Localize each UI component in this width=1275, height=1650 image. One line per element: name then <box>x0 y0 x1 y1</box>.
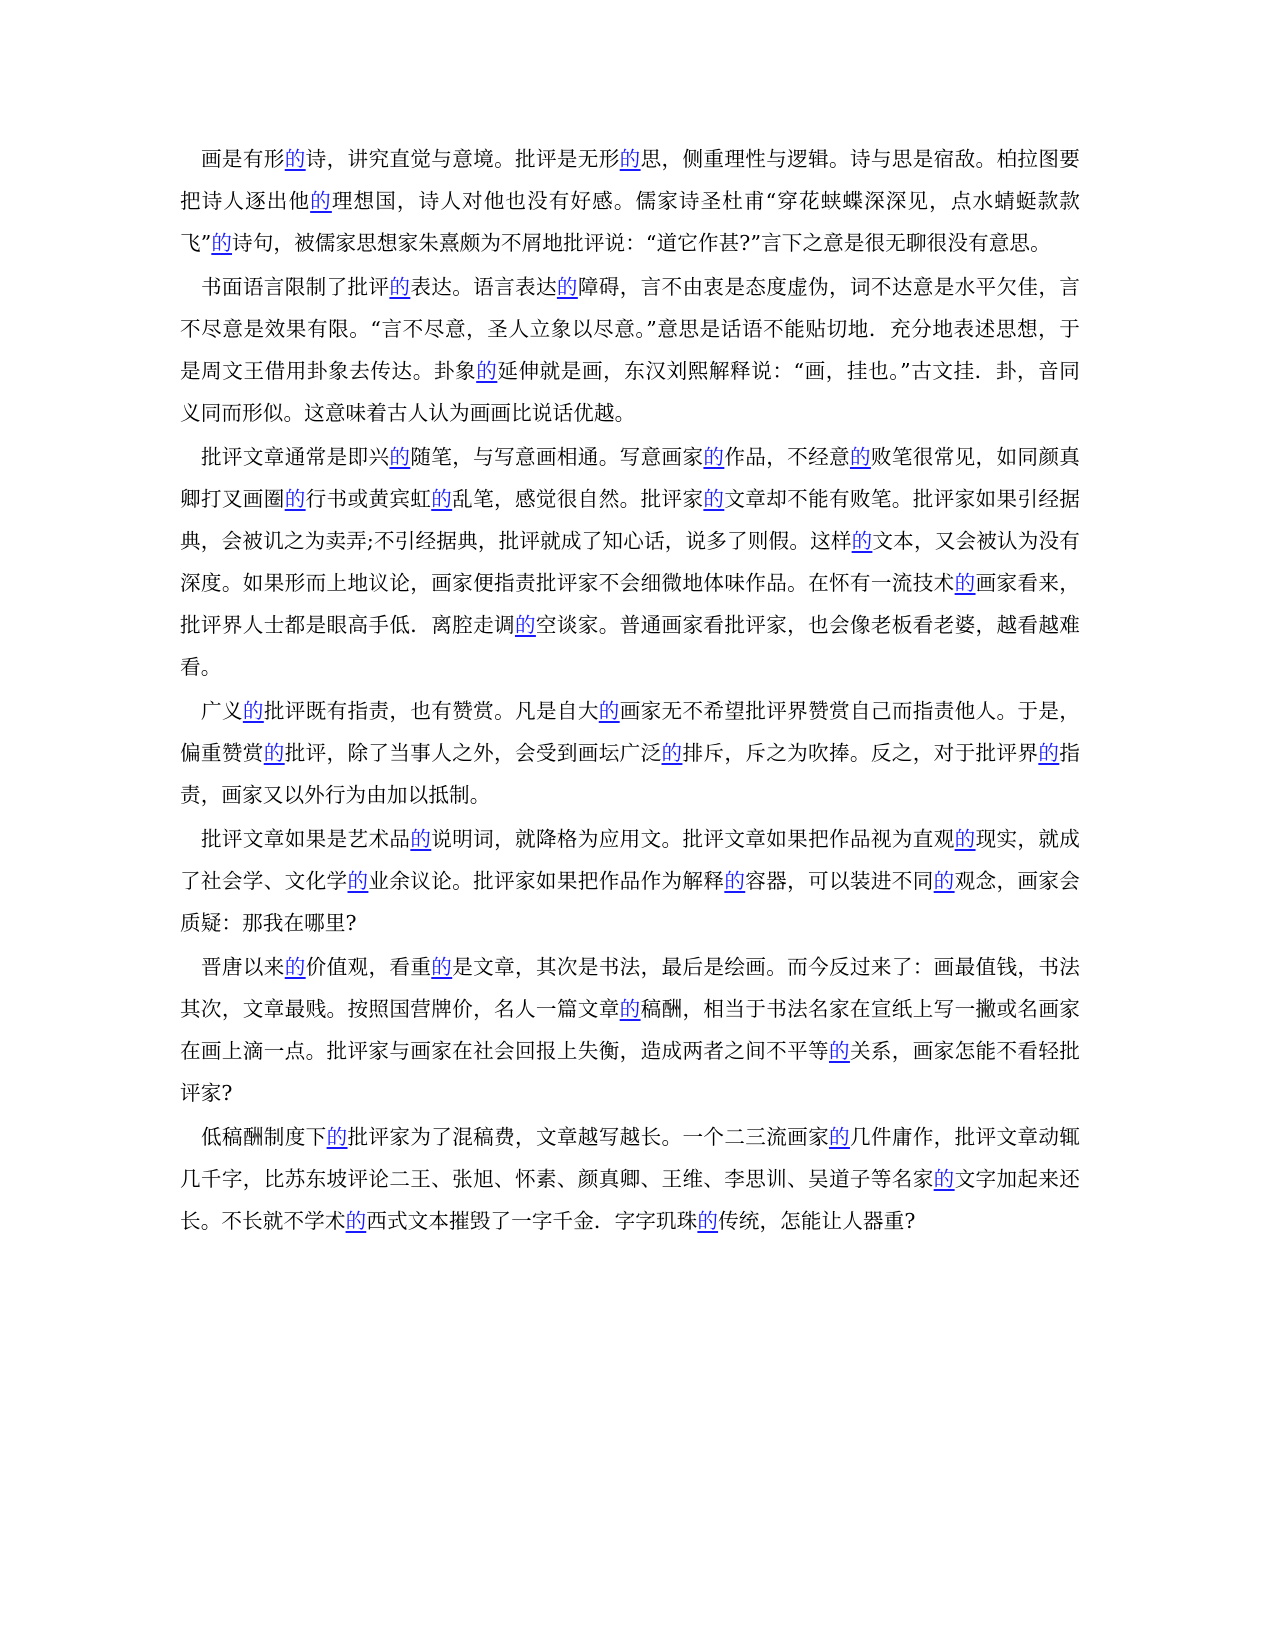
hyperlink-de[interactable]: 的 <box>431 955 453 979</box>
paragraph-text: 画是有形 <box>201 147 285 171</box>
paragraph-text: 几件庸作，批评文章动辄几千字，比苏东坡评论二王、张旭、怀素、颜真卿、王维、李思训、吴道子等名家 <box>180 1125 1080 1191</box>
hyperlink-de[interactable]: 的 <box>619 147 641 171</box>
hyperlink-de[interactable]: 的 <box>431 487 453 511</box>
paragraph <box>180 818 1080 944</box>
paragraph-text: 空谈家。普通画家看批评家，也会像老板看老婆，越看越难看。 <box>180 613 1080 679</box>
hyperlink-de[interactable]: 的 <box>849 445 871 469</box>
paragraph-text: 关系，画家怎能不看轻批评家? <box>180 1039 1080 1105</box>
hyperlink-de[interactable]: 的 <box>697 1209 719 1233</box>
hyperlink-de[interactable]: 的 <box>954 827 976 851</box>
paragraph <box>180 946 1080 1114</box>
paragraph-text: 作品，不经意 <box>724 445 850 469</box>
paragraph <box>180 1116 1080 1242</box>
hyperlink-de[interactable]: 的 <box>389 275 411 299</box>
paragraph-text: 思，侧重理性与逻辑。诗与思是宿敌。柏拉图要把诗人逐出他 <box>180 147 1080 213</box>
paragraph-text: 排斥，斥之为吹捧。反之，对于批评界 <box>682 741 1039 765</box>
paragraph <box>180 138 1080 264</box>
hyperlink-de[interactable]: 的 <box>1038 741 1060 765</box>
paragraph-text: 表达。语言表达 <box>410 275 557 299</box>
hyperlink-de[interactable]: 的 <box>619 997 641 1021</box>
hyperlink-de[interactable]: 的 <box>345 1209 367 1233</box>
paragraph-text: 行书或黄宾虹 <box>305 487 432 511</box>
paragraph-text: 说明词，就降格为应用文。批评文章如果把作品视为直观 <box>431 827 955 851</box>
hyperlink-de[interactable]: 的 <box>284 147 306 171</box>
paragraph-text: 传统，怎能让人器重? <box>718 1209 916 1233</box>
paragraph-text: 批评家为了混稿费，文章越写越长。一个二三流画家 <box>347 1125 830 1149</box>
paragraph-text: 乱笔，感觉很自然。批评家 <box>452 487 704 511</box>
paragraph-text: 价值观，看重 <box>305 955 432 979</box>
paragraph-text: 文章却不能有败笔。批评家如果引经据典，会被讥之为卖弄;不引经据典，批评就成了知心话，说多了则假。这样 <box>180 487 1080 553</box>
paragraph <box>180 436 1080 688</box>
paragraph-text: 诗，讲究直觉与意境。批评是无形 <box>305 147 620 171</box>
paragraph-text: 随笔，与写意画相通。写意画家 <box>410 445 704 469</box>
hyperlink-de[interactable]: 的 <box>242 699 264 723</box>
hyperlink-de[interactable]: 的 <box>703 445 725 469</box>
hyperlink-de[interactable]: 的 <box>476 359 498 383</box>
hyperlink-de[interactable]: 的 <box>703 487 725 511</box>
hyperlink-de[interactable]: 的 <box>933 1167 955 1191</box>
paragraph-text: 广义 <box>201 699 243 723</box>
hyperlink-de[interactable]: 的 <box>310 189 332 213</box>
paragraph-text: 现实，就成了社会学、文化学 <box>180 827 1080 893</box>
document-page <box>180 138 1080 1244</box>
paragraph-text: 业余议论。批评家如果把作品作为解释 <box>368 869 725 893</box>
paragraph-text: 书面语言限制了批评 <box>201 275 390 299</box>
paragraph-text: 低稿酬制度下 <box>201 1125 327 1149</box>
hyperlink-de[interactable]: 的 <box>263 741 285 765</box>
paragraph-text: 败笔很常见，如同颜真卿打叉画圈 <box>180 445 1080 511</box>
paragraph-text: 批评既有指责，也有赞赏。凡是自大 <box>263 699 599 723</box>
paragraph-text: 文字加起来还长。不长就不学术 <box>180 1167 1080 1233</box>
hyperlink-de[interactable]: 的 <box>211 231 233 255</box>
hyperlink-de[interactable]: 的 <box>284 955 306 979</box>
hyperlink-de[interactable]: 的 <box>851 529 873 553</box>
paragraph-text: 批评文章如果是艺术品 <box>201 827 411 851</box>
paragraph-text: 理想国，诗人对他也没有好感。儒家诗圣杜甫“穿花蛱蝶深深见，点水蜻蜓款款飞” <box>180 189 1080 255</box>
hyperlink-de[interactable]: 的 <box>284 487 306 511</box>
paragraph-text: 观念，画家会质疑：那我在哪里? <box>180 869 1080 935</box>
hyperlink-de[interactable]: 的 <box>410 827 432 851</box>
paragraph-text: 稿酬，相当于书法名家在宣纸上写一撇或名画家在画上滴一点。批评家与画家在社会回报上失衡，造成两者之间不平等 <box>180 997 1080 1063</box>
paragraph-text: 是文章，其次是书法，最后是绘画。而今反过来了：画最值钱，书法其次，文章最贱。按照国营牌价，名人一篇文章 <box>180 955 1080 1021</box>
paragraph-text: 延伸就是画，东汉刘熙解释说：“画，挂也。”古文挂．卦，音同义同而形似。这意味着古人认为画画比说话优越。 <box>180 359 1080 425</box>
paragraph-text: 诗句，被儒家思想家朱熹颇为不屑地批评说：“道它作甚?”言下之意是很无聊很没有意思。 <box>232 231 1051 255</box>
paragraph-text: 容器，可以装进不同 <box>745 869 934 893</box>
paragraph-text: 批评文章通常是即兴 <box>201 445 390 469</box>
hyperlink-de[interactable]: 的 <box>829 1125 850 1149</box>
paragraph-text: 文本，又会被认为没有深度。如果形而上地议论，画家便指责批评家不会细微地体味作品。在怀有一流技术 <box>180 529 1080 595</box>
paragraph <box>180 690 1080 816</box>
hyperlink-de[interactable]: 的 <box>556 275 578 299</box>
paragraph-text: 画家看来，批评界人士都是眼高手低．离腔走调 <box>180 571 1080 637</box>
hyperlink-de[interactable]: 的 <box>661 741 683 765</box>
hyperlink-de[interactable]: 的 <box>514 613 536 637</box>
hyperlink-de[interactable]: 的 <box>933 869 955 893</box>
hyperlink-de[interactable]: 的 <box>389 445 411 469</box>
paragraph-text: 画家无不希望批评界赞赏自己而指责他人。于是，偏重赞赏 <box>180 699 1080 765</box>
paragraph-text: 西式文本摧毁了一字千金．字字玑珠 <box>366 1209 698 1233</box>
hyperlink-de[interactable]: 的 <box>326 1125 348 1149</box>
hyperlink-de[interactable]: 的 <box>829 1039 850 1063</box>
hyperlink-de[interactable]: 的 <box>598 699 620 723</box>
paragraph <box>180 266 1080 434</box>
hyperlink-de[interactable]: 的 <box>347 869 369 893</box>
paragraph-text: 晋唐以来 <box>201 955 285 979</box>
paragraph-text: 障碍，言不由衷是态度虚伪，词不达意是水平欠佳，言不尽意是效果有限。“言不尽意，圣人立象以尽意。”意思是话语不能贴切地．充分地表述思想，于是周文王借用卦象去传达。卦象 <box>180 275 1080 383</box>
hyperlink-de[interactable]: 的 <box>954 571 976 595</box>
paragraph-text: 指责，画家又以外行为由加以抵制。 <box>180 741 1080 807</box>
hyperlink-de[interactable]: 的 <box>724 869 746 893</box>
paragraph-text: 批评，除了当事人之外，会受到画坛广泛 <box>284 741 662 765</box>
